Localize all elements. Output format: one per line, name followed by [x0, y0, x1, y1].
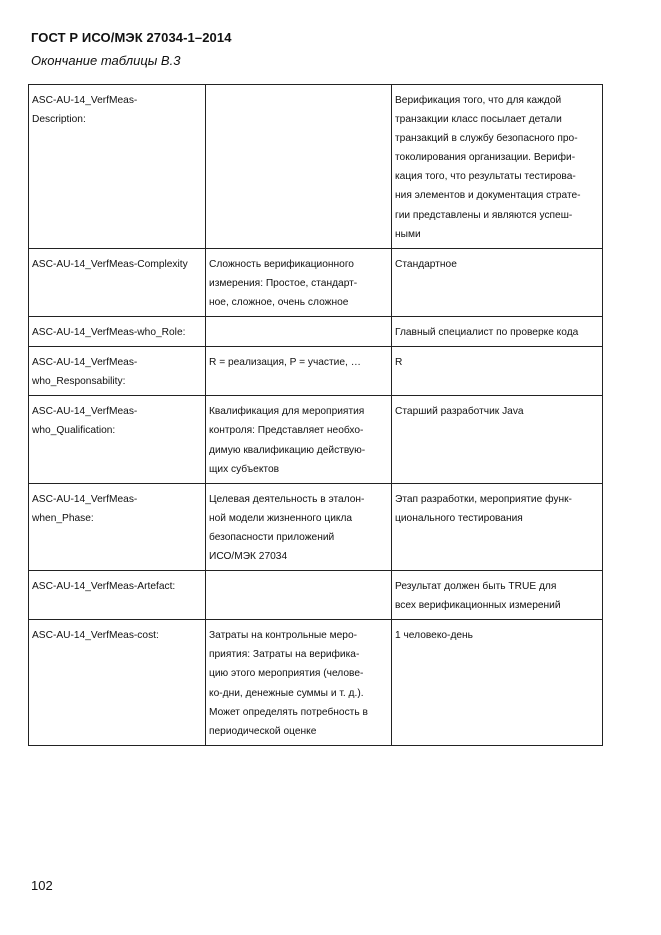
- row-value-cell: Верификация того, что для каждой транзакции класс посылает детали транзакций в службу безопасного про- токолирования организации. Верифи- кация того, что результаты тестирова- ния элементов и документация страте- гии представлены и являются успеш- ными: [392, 85, 603, 249]
- row-name-cell: ASC-AU-14_VerfMeas- Description:: [29, 85, 206, 249]
- table-row: [29, 396, 603, 483]
- row-name-cell: ASC-AU-14_VerfMeas- who_Qualification:: [29, 396, 206, 483]
- row-description-cell: Квалификация для мероприятия контроля: Представляет необхо- димую квалификацию действую- щих субъектов: [206, 396, 392, 483]
- row-description-cell: R = реализация, P = участие, …: [206, 347, 392, 396]
- row-value-cell: R: [392, 347, 603, 396]
- row-description-cell: [206, 317, 392, 347]
- row-description-cell: [206, 571, 392, 620]
- row-description-cell: Сложность верификационного измерения: Простое, стандарт- ное, сложное, очень сложное: [206, 248, 392, 316]
- table-row: [29, 85, 603, 249]
- row-value-cell: Старший разработчик Java: [392, 396, 603, 483]
- row-value-cell: Главный специалист по проверке кода: [392, 317, 603, 347]
- row-value-cell: Стандартное: [392, 248, 603, 316]
- row-name-cell: ASC-AU-14_VerfMeas-cost:: [29, 620, 206, 746]
- table-row: [29, 248, 603, 316]
- table-row: [29, 483, 603, 570]
- row-value-cell: Этап разработки, мероприятие функ- ционального тестирования: [392, 483, 603, 570]
- table-row: [29, 571, 603, 620]
- row-name-cell: ASC-AU-14_VerfMeas-Artefact:: [29, 571, 206, 620]
- table-continuation-caption: Окончание таблицы В.3: [31, 53, 181, 68]
- row-value-cell: Результат должен быть TRUE для всех верификационных измерений: [392, 571, 603, 620]
- table-row: [29, 317, 603, 347]
- row-value-cell: 1 человеко-день: [392, 620, 603, 746]
- page-number: 102: [31, 878, 53, 893]
- row-name-cell: ASC-AU-14_VerfMeas-Complexity: [29, 248, 206, 316]
- row-description-cell: [206, 85, 392, 249]
- table-b3-end: [28, 84, 603, 746]
- document-title: ГОСТ Р ИСО/МЭК 27034-1–2014: [31, 30, 232, 45]
- row-name-cell: ASC-AU-14_VerfMeas- who_Responsability:: [29, 347, 206, 396]
- row-name-cell: ASC-AU-14_VerfMeas-who_Role:: [29, 317, 206, 347]
- table-row: [29, 347, 603, 396]
- row-description-cell: Затраты на контрольные меро- приятия: Затраты на верифика- цию этого мероприятия (челове- ко-дни, денежные суммы и т. д.). Может определять потребность в периодической оценке: [206, 620, 392, 746]
- table-row: [29, 620, 603, 746]
- row-description-cell: Целевая деятельность в эталон- ной модели жизненного цикла безопасности приложений ИСО/МЭК 27034: [206, 483, 392, 570]
- row-name-cell: ASC-AU-14_VerfMeas- when_Phase:: [29, 483, 206, 570]
